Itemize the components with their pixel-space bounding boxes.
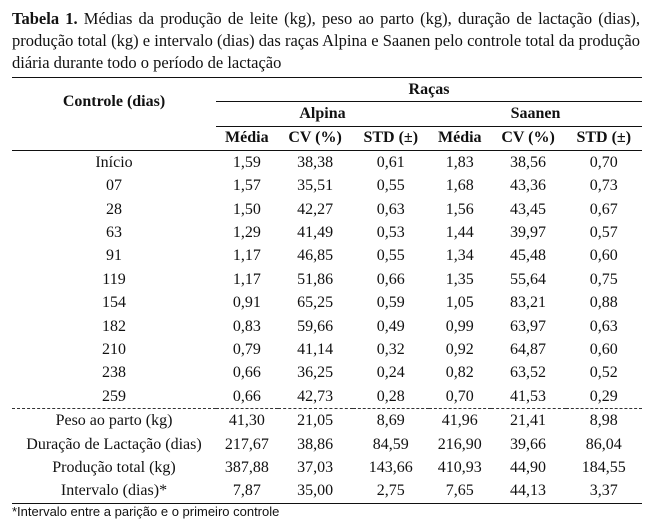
value-cell: 8,69 [353, 409, 429, 433]
value-cell: 65,25 [297, 294, 334, 312]
value-cell: 0,91 [232, 294, 261, 312]
row-label-cell: 238 [102, 364, 126, 382]
header-empty-cell [12, 126, 216, 150]
value-cell: 1,44 [445, 224, 474, 242]
value-cell: 1,34 [445, 247, 474, 265]
value-cell: 44,90 [510, 458, 547, 476]
value-cell: 42,73 [297, 387, 334, 405]
value-cell: 0,66 [376, 270, 405, 288]
value-cell: 1,68 [445, 177, 474, 195]
row-label-cell: 259 [102, 387, 126, 405]
table-row [12, 480, 642, 504]
value-cell: 387,88 [224, 458, 269, 476]
header-cv-saanen: CV (%) [491, 126, 566, 150]
table-row [12, 338, 642, 361]
header-row-stats [12, 126, 642, 150]
value-cell: 1,56 [445, 200, 474, 218]
row-label-cell: 28 [106, 200, 122, 218]
value-cell: 1,57 [232, 177, 261, 195]
value-cell: 0,66 [232, 387, 261, 405]
value-cell: 35,00 [278, 480, 353, 504]
table-row [12, 409, 642, 433]
table-row [12, 362, 642, 385]
value-cell: 3,37 [566, 480, 642, 504]
value-cell: 0,82 [445, 364, 474, 382]
value-cell: 35,51 [297, 177, 334, 195]
value-cell: 38,86 [297, 435, 334, 453]
table-row [12, 245, 642, 268]
value-cell: 37,03 [297, 458, 334, 476]
value-cell: 41,30 [216, 409, 278, 433]
header-std-alpina: STD (±) [353, 126, 429, 150]
table-row [12, 221, 642, 244]
table-row [12, 175, 642, 198]
value-cell: 38,56 [510, 153, 547, 171]
data-table [12, 77, 642, 504]
caption-text: Médias da produção de leite (kg), peso ao parto (kg), duração de lactação (dias), produção total (kg) e intervalo (dias) das raças Alpina e Saanen pelo controle total da produção diária durante todo o período de lactação [12, 9, 640, 72]
table-row [12, 433, 642, 456]
value-cell: 42,27 [297, 200, 334, 218]
header-std-saanen: STD (±) [566, 126, 642, 150]
value-cell: 0,29 [589, 387, 618, 405]
row-label-cell: 210 [102, 340, 126, 358]
value-cell: 83,21 [510, 294, 547, 312]
value-cell: 0,52 [589, 364, 618, 382]
value-cell: 8,98 [566, 409, 642, 433]
value-cell: 0,88 [589, 294, 618, 312]
table-row [12, 292, 642, 315]
header-racas: Raças [216, 78, 642, 102]
value-cell: 0,57 [589, 224, 618, 242]
value-cell: 41,14 [297, 340, 334, 358]
table-row [12, 151, 642, 175]
value-cell: 39,66 [510, 435, 547, 453]
value-cell: 0,59 [376, 294, 405, 312]
table-row [12, 385, 642, 409]
value-cell: 0,75 [589, 270, 618, 288]
value-cell: 84,59 [372, 435, 409, 453]
footnote: *Intervalo entre a parição e o primeiro controle [12, 504, 280, 519]
value-cell: 64,87 [510, 340, 547, 358]
value-cell: 1,05 [445, 294, 474, 312]
table-row [12, 456, 642, 479]
header-controle: Controle (dias) [12, 78, 216, 127]
value-cell: 36,25 [297, 364, 334, 382]
row-label-cell: 182 [102, 317, 126, 335]
value-cell: 7,87 [216, 480, 278, 504]
header-cv-alpina: CV (%) [278, 126, 353, 150]
value-cell: 0,60 [589, 340, 618, 358]
value-cell: 1,17 [232, 270, 261, 288]
value-cell: 44,13 [491, 480, 566, 504]
value-cell: 1,17 [232, 247, 261, 265]
table-row [12, 198, 642, 221]
value-cell: 39,97 [510, 224, 547, 242]
value-cell: 46,85 [297, 247, 334, 265]
value-cell: 59,66 [297, 317, 334, 335]
value-cell: 63,97 [510, 317, 547, 335]
value-cell: 41,53 [510, 387, 547, 405]
value-cell: 143,66 [368, 458, 413, 476]
value-cell: 217,67 [224, 435, 269, 453]
value-cell: 51,86 [297, 270, 334, 288]
value-cell: 21,05 [278, 409, 353, 433]
value-cell: 86,04 [585, 435, 622, 453]
value-cell: 0,63 [589, 317, 618, 335]
row-label-cell: 07 [106, 177, 122, 195]
header-alpina: Alpina [216, 102, 429, 126]
value-cell: 0,73 [589, 177, 618, 195]
value-cell: 0,99 [445, 317, 474, 335]
row-label-cell: Intervalo (dias)* [12, 480, 216, 504]
value-cell: 43,45 [510, 200, 547, 218]
value-cell: 0,70 [445, 387, 474, 405]
header-row-group [12, 78, 642, 102]
value-cell: 38,38 [297, 153, 334, 171]
value-cell: 1,83 [445, 153, 474, 171]
value-cell: 410,93 [437, 458, 482, 476]
value-cell: 63,52 [510, 364, 547, 382]
value-cell: 21,41 [491, 409, 566, 433]
value-cell: 0,79 [232, 340, 261, 358]
header-media-saanen: Média [429, 126, 491, 150]
value-cell: 2,75 [353, 480, 429, 504]
value-cell: 7,65 [429, 480, 491, 504]
value-cell: 0,53 [376, 224, 405, 242]
value-cell: 0,24 [376, 364, 405, 382]
value-cell: 1,50 [232, 200, 261, 218]
value-cell: 0,32 [376, 340, 405, 358]
value-cell: 45,48 [510, 247, 547, 265]
value-cell: 0,63 [376, 200, 405, 218]
value-cell: 1,35 [445, 270, 474, 288]
row-label-cell: Produção total (kg) [52, 458, 176, 476]
value-cell: 0,83 [232, 317, 261, 335]
value-cell: 0,28 [376, 387, 405, 405]
row-label-cell: Duração de Lactação (dias) [26, 435, 202, 453]
caption-label: Tabela 1. [12, 9, 78, 28]
value-cell: 55,64 [510, 270, 547, 288]
header-saanen: Saanen [429, 102, 642, 126]
value-cell: 0,55 [376, 177, 405, 195]
table-body [12, 151, 642, 504]
value-cell: 0,92 [445, 340, 474, 358]
value-cell: 1,29 [232, 224, 261, 242]
value-cell: 0,49 [376, 317, 405, 335]
row-label-cell: 119 [102, 270, 126, 288]
table-row [12, 268, 642, 291]
value-cell: 1,59 [232, 153, 261, 171]
row-label-cell: 91 [106, 247, 122, 265]
value-cell: 0,61 [376, 153, 405, 171]
value-cell: 43,36 [510, 177, 547, 195]
row-label-cell: 63 [106, 224, 122, 242]
row-label-cell: Início [95, 153, 133, 171]
value-cell: 41,96 [429, 409, 491, 433]
table-row [12, 315, 642, 338]
table-caption [12, 8, 640, 74]
value-cell: 0,66 [232, 364, 261, 382]
value-cell: 184,55 [581, 458, 626, 476]
header-media-alpina: Média [216, 126, 278, 150]
value-cell: 0,55 [376, 247, 405, 265]
value-cell: 0,70 [589, 153, 618, 171]
value-cell: 0,67 [589, 200, 618, 218]
row-label-cell: Peso ao parto (kg) [12, 409, 216, 433]
value-cell: 41,49 [297, 224, 334, 242]
value-cell: 0,60 [589, 247, 618, 265]
value-cell: 216,90 [437, 435, 482, 453]
row-label-cell: 154 [102, 294, 126, 312]
